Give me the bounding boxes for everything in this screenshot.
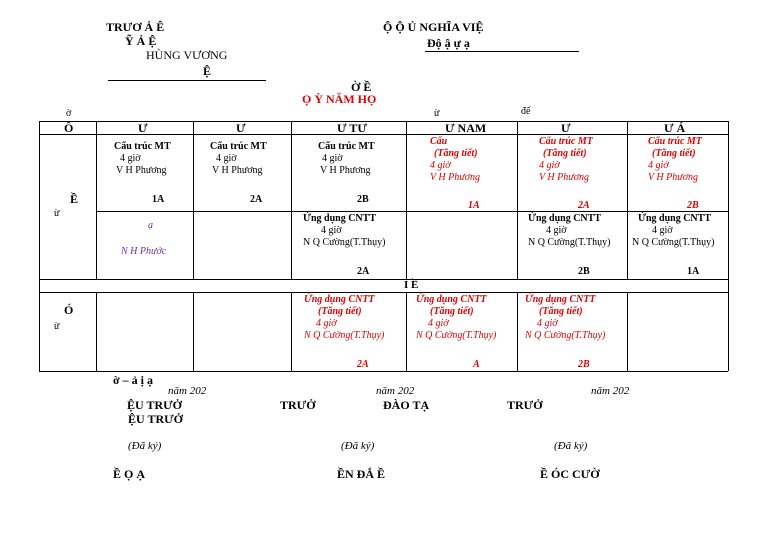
cell-thu-m1: Cấu (Tăng tiết) 4 giờ V H Phương xyxy=(430,136,481,183)
school-name: HÙNG VƯƠNG xyxy=(146,48,228,62)
header-tuesday: Ư xyxy=(236,121,246,135)
header-saturday: Ư Á xyxy=(664,121,686,135)
schedule-title: Ờ Ề xyxy=(351,80,372,94)
room-fri-m2: 2B xyxy=(578,266,590,277)
morning-sub: ừ xyxy=(54,208,60,219)
header-thursday: Ư NAM xyxy=(445,121,487,135)
school-line4: Ệ xyxy=(203,64,212,78)
cell-wed-aft: Ứng dụng CNTT (Tăng tiết) 4 giờ N Q Cường(T.Thụy) xyxy=(304,294,385,341)
header-monday: Ư xyxy=(138,121,148,135)
cell-thu-aft: Ứng dụng CNTT (Tăng tiết) 4 giờ N Q Cường(T.Thụy) xyxy=(416,294,497,341)
cell-mon-m1: Cấu trúc MT 4 giờ V H Phương xyxy=(114,141,171,176)
vice-principal-title: ỆU TRƯỞ xyxy=(128,412,184,426)
principal-title: ỆU TRƯỞ xyxy=(127,398,183,412)
header-wednesday: Ư TƯ xyxy=(337,121,367,135)
break-label: I Ề xyxy=(404,279,419,291)
motto-line: Độ ậ ự ạ xyxy=(427,36,470,50)
room-thu-m1: 1A xyxy=(468,200,480,211)
cell-fri-m2: Ứng dụng CNTT 4 giờ N Q Cường(T.Thụy) xyxy=(528,213,611,248)
header-session: Ô xyxy=(64,121,74,135)
room-sat-m1: 2B xyxy=(687,200,699,211)
school-line1: TRƯƠ Ả Ê xyxy=(106,20,165,34)
head-title: TRƯỞ xyxy=(280,398,316,412)
cell-sat-m2: Ứng dụng CNTT 4 giờ N Q Cường(T.Thụy) xyxy=(632,213,715,248)
date-right: năm 202 xyxy=(591,385,630,397)
room-wed-aft: 2A xyxy=(357,359,369,370)
footer-note: ờ – ả ị ạ xyxy=(113,373,153,387)
room-wed-m1: 2B xyxy=(357,194,369,205)
cell-wed-m1: Cấu trúc MT 4 giờ V H Phương xyxy=(318,141,375,176)
header-right-rule xyxy=(425,51,579,52)
signer-left: Ề Ọ Ạ xyxy=(113,467,146,481)
dept-head-title: TRƯỞ xyxy=(507,398,543,412)
cell-fri-aft: Ứng dụng CNTT (Tăng tiết) 4 giờ N Q Cường(T.Thụy) xyxy=(525,294,606,341)
morning-label: Ề xyxy=(70,192,79,206)
signer-mid: ỀN ĐẮ Ề xyxy=(337,467,386,481)
room-thu-aft: A xyxy=(473,359,480,370)
afternoon-label: Ó xyxy=(64,303,74,317)
small-label-right: đế xyxy=(521,106,531,117)
small-label-left: ờ xyxy=(66,108,72,119)
room-wed-m2: 2A xyxy=(357,266,370,277)
cell-fri-m1: Cấu trúc MT (Tăng tiết) 4 giờ V H Phương xyxy=(539,136,593,183)
room-fri-m1: 2A xyxy=(578,200,590,211)
cell-sat-m1: Cấu trúc MT (Tăng tiết) 4 giờ V H Phương xyxy=(648,136,702,183)
date-mid: năm 202 xyxy=(376,385,415,397)
signed-left: (Đã ký) xyxy=(128,440,162,452)
afternoon-sub: ừ xyxy=(54,321,60,332)
signer-right: Ề ÓC CƯỜ xyxy=(540,467,600,481)
cell-wed-m2: Ứng dụng CNTT 4 giờ N Q Cường(T.Thụy) xyxy=(303,213,386,248)
header-friday: Ư xyxy=(561,121,571,135)
nation-line: Ộ Ộ Ủ NGHĨA VIỆ xyxy=(383,20,484,34)
cell-mon-m2-title: ạ xyxy=(148,220,153,231)
schedule-subtitle: Ọ Ỳ NĂM HỌ xyxy=(302,92,377,106)
room-tue-m1: 2A xyxy=(250,194,263,205)
small-label-mid: ừ xyxy=(434,108,440,119)
date-left: năm 202 xyxy=(168,385,207,397)
signed-right: (Đã ký) xyxy=(554,440,588,452)
room-fri-aft: 2B xyxy=(578,359,590,370)
room-sat-m2: 1A xyxy=(687,266,700,277)
room-mon-m1: 1A xyxy=(152,194,165,205)
header-left-rule xyxy=(108,80,266,81)
training-title: ĐÀO TẠ xyxy=(383,398,430,412)
signed-mid: (Đã ký) xyxy=(341,440,375,452)
cell-tue-m1: Cấu trúc MT 4 giờ V H Phương xyxy=(210,141,267,176)
school-line2: Ỹ Ả Ệ xyxy=(125,34,157,48)
cell-mon-m2-teacher: N H Phước xyxy=(121,246,167,257)
